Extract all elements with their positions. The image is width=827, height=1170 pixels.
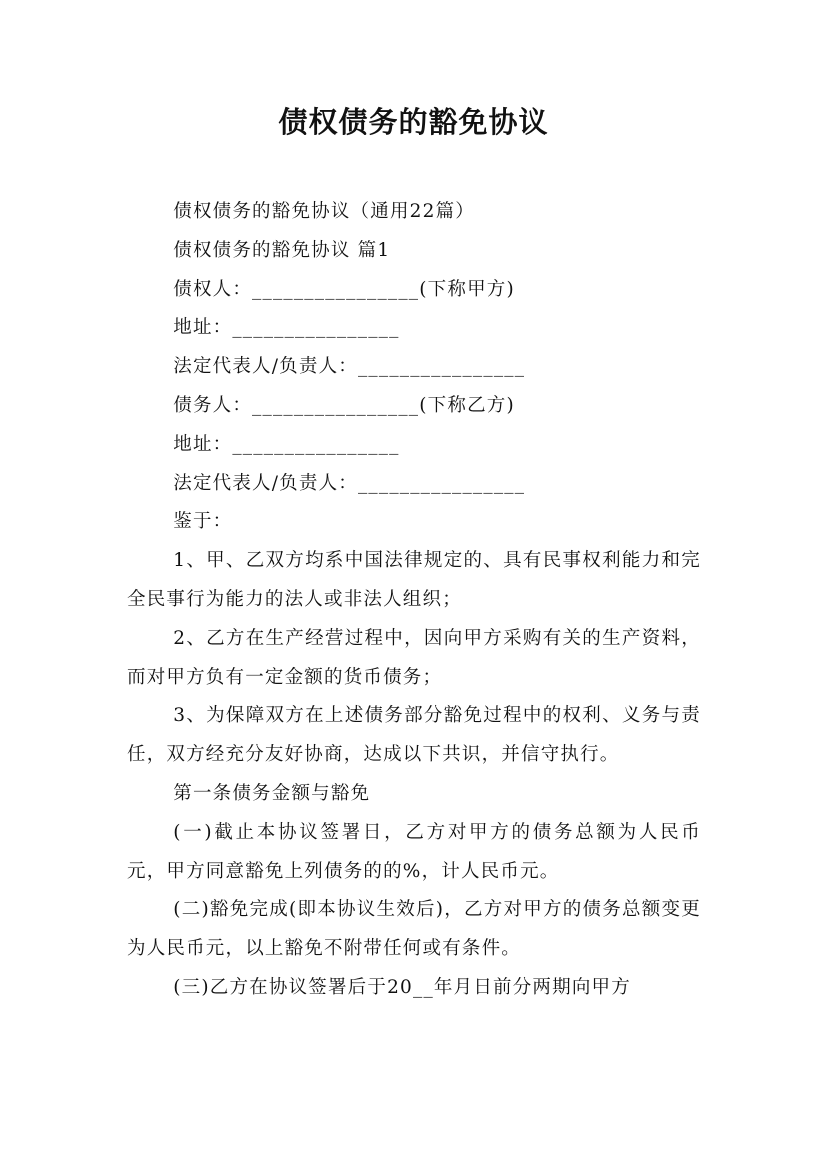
- document-body: [127, 193, 701, 1008]
- paragraph: 第一条债务金额与豁免: [173, 782, 371, 804]
- paragraph: 1、甲、乙双方均系中国法律规定的、具有民事权利能力和完全民事行为能力的法人或非法人组织；: [127, 550, 701, 610]
- paragraph: 2、乙方在生产经营过程中，因向甲方采购有关的生产资料，而对甲方负有一定金额的货币债务；: [127, 627, 701, 688]
- paragraph: 债权债务的豁免协议（通用22篇）: [173, 201, 475, 222]
- paragraph: 地址：________________: [173, 317, 400, 339]
- paragraph: 法定代表人/负责人：________________: [173, 356, 526, 378]
- paragraph: 债务人：________________(下称乙方): [173, 394, 515, 416]
- paragraph: (三)乙方在协议签署后于20__年月日前分两期向甲方: [173, 976, 631, 998]
- paragraph: (一)截止本协议签署日，乙方对甲方的债务总额为人民币元，甲方同意豁免上列债务的的%，计人民币元。: [127, 821, 701, 882]
- paragraph: 3、为保障双方在上述债务部分豁免过程中的权利、义务与责任，双方经充分友好协商，达成以下共识，并信守执行。: [127, 705, 701, 766]
- paragraph: 债权人：________________(下称甲方): [173, 278, 515, 300]
- paragraph: 法定代表人/负责人：________________: [173, 472, 526, 494]
- paragraph: 债权债务的豁免协议 篇1: [173, 239, 391, 261]
- document-title: 债权债务的豁免协议: [278, 105, 549, 139]
- paragraph: (二)豁免完成(即本协议生效后)，乙方对甲方的债务总额变更为人民币元，以上豁免不附带任何或有条件。: [127, 899, 701, 960]
- paragraph: 地址：________________: [173, 433, 400, 455]
- paragraph: 鉴于：: [173, 511, 233, 533]
